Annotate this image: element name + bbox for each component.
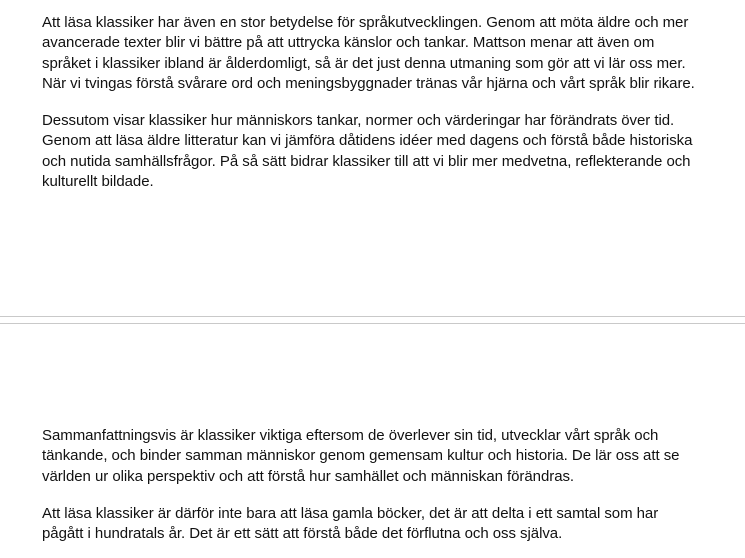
- paragraph-language-development[interactable]: Att läsa klassiker har även en stor betydelse för språkutvecklingen. Genom att möta äldre och mer avancerade texter blir vi bättre på att uttrycka känslor och tankar. Mattson menar att även om språket i klassiker ibland är ålderdomligt, så är det just denna utmaning som gör att vi lär oss mer. När vi tvingas förstå svårare ord och meningsbyggnader tränas vår hjärna och vårt språk blir rikare.: [42, 14, 695, 92]
- document-page-bottom: [0, 324, 745, 558]
- paragraph-conclusion[interactable]: Att läsa klassiker är därför inte bara att läsa gamla böcker, det är att delta i ett samtal som har pågått i hundratals år. Det är ett sätt att förstå både det förflutna och oss själva.: [42, 504, 659, 543]
- paragraph-norms-values[interactable]: Dessutom visar klassiker hur människors tankar, normer och värderingar har förändrats över tid. Genom att läsa äldre litteratur kan vi jämföra dåtidens idéer med dagens och förstå både historiska och nutida samhällsfrågor. På så sätt bidrar klassiker till att vi blir mer medvetna, reflekterande och kulturellt bildade.: [42, 112, 693, 191]
- page-break-divider: [0, 316, 745, 324]
- page-text-block: [42, 13, 702, 209]
- page-text-block: [42, 426, 702, 558]
- paragraph-summary[interactable]: Sammanfattningsvis är klassiker viktiga eftersom de överlever sin tid, utvecklar vårt språk och tänkande, och binder samman människor genom gemensam kultur och historia. De lär oss att se världen ur olika perspektiv och att förstå hur samhället och människan förändras.: [42, 427, 680, 485]
